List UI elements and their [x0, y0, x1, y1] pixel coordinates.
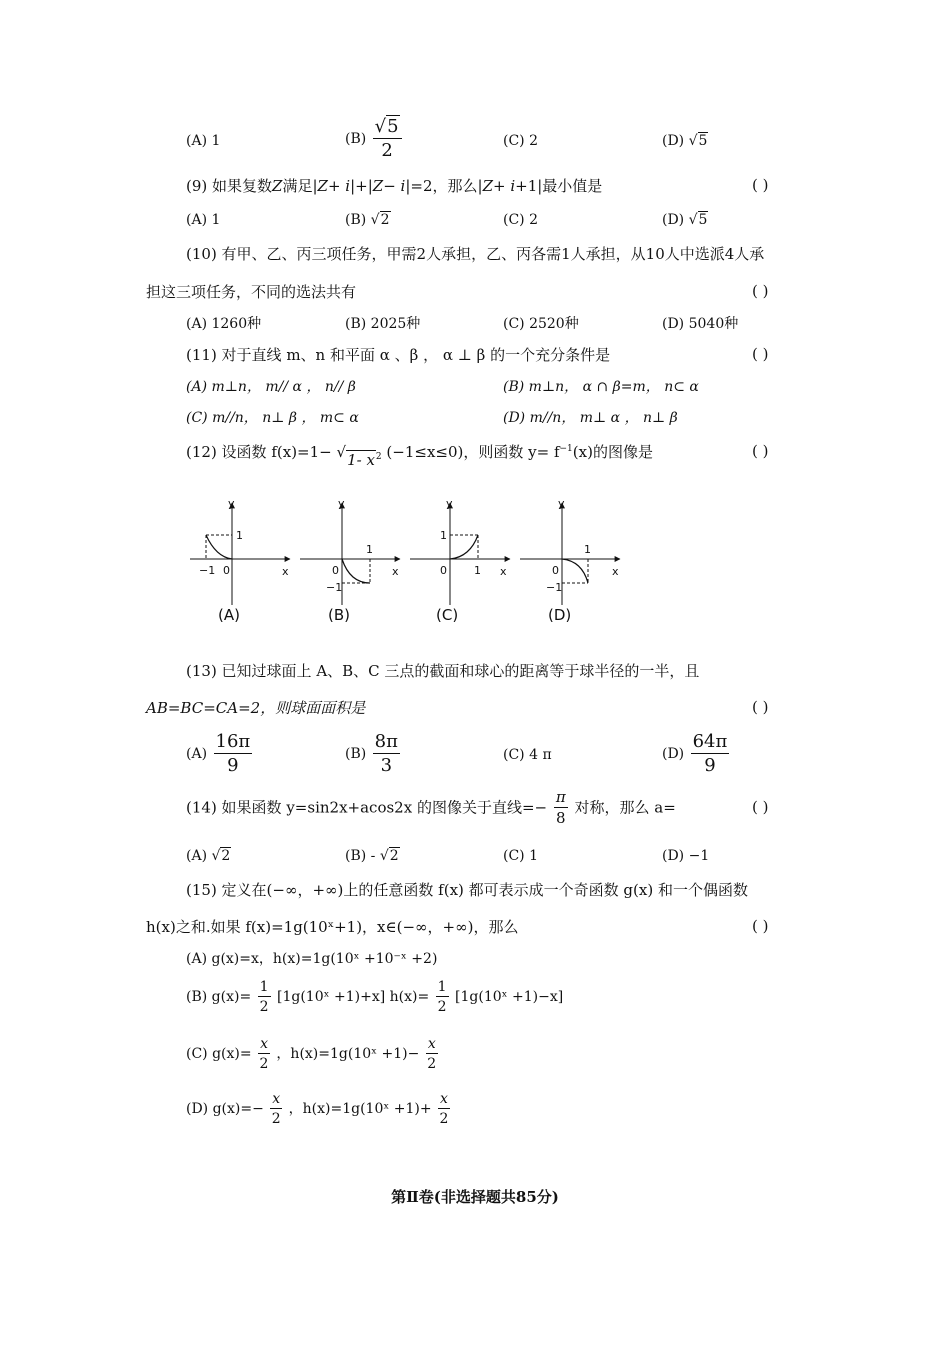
q15-option-c-prefix: (C) g(x)= [186, 1046, 252, 1062]
q12-graph-b-label: (B) [328, 606, 350, 624]
q13-option-a [186, 733, 254, 775]
q15-option-b-prefix: (B) g(x)= [186, 989, 252, 1005]
q9-option-a: (A) 1 [186, 212, 221, 228]
q15-option-b-half-1-den: 2 [259, 999, 269, 1015]
q15-option-d-frac-2-den: 2 [439, 1111, 449, 1127]
q14-stem-b: 对称，那么 a= [574, 798, 676, 817]
q12-graph-d-tick-neg1: −1 [546, 581, 563, 594]
q8-option-d-label: (D) [662, 133, 685, 149]
q12-graphs [186, 495, 626, 635]
q12-graph-b-origin: 0 [332, 564, 339, 577]
q15-option-d-frac-1-num: x [272, 1091, 281, 1107]
q9-option-b-label: (B) [345, 212, 367, 228]
q13-option-d [662, 733, 731, 775]
q12-graph-b-tick-1: 1 [366, 543, 373, 556]
q10-stem-line1: (10) 有甲、乙、丙三项任务，甲需2人承担，乙、丙各需1人承担，从10人中选派4人承 [186, 245, 765, 263]
q9-var-z: Z [272, 177, 283, 195]
q15-option-b-half-2-num: 1 [437, 979, 447, 995]
q15-option-d-frac-1-den: 2 [271, 1111, 281, 1127]
q14-stem-a: (14) 如果函数 y=sin2x+acos2x 的图像关于直线=− [186, 798, 548, 817]
q9-stem-e: +1|最小值是 [515, 177, 603, 195]
q12-graph-d-label: (D) [548, 606, 572, 624]
q12-stem-c: (x)的图像是 [572, 443, 653, 461]
q8-option-b [345, 118, 404, 160]
q14-option-c: (C) 1 [503, 848, 538, 864]
q15-stem-line1: (15) 定义在(−∞，+∞)上的任意函数 f(x) 都可表示成一个奇函数 g(x) 和一个偶函数 [186, 881, 748, 899]
q13-option-a-label: (A) [186, 746, 208, 762]
q14-option-a-val: 2 [221, 848, 231, 864]
q9-stem-d: |=2，那么| [405, 177, 483, 195]
q14-option-b-val: 2 [389, 848, 399, 864]
q11-option-b: (B) m⊥n， α ∩ β=m， n⊂ α [503, 379, 699, 395]
q11-option-c: (C) m//n， n⊥ β ， m⊂ α [186, 410, 359, 426]
q10-option-b: (B) 2025种 [345, 316, 421, 332]
q12-graph-c-tick-1-x: 1 [474, 564, 481, 577]
q9-option-b: (B) √2 [345, 212, 390, 228]
q12-graph-d [520, 497, 620, 624]
q12-graph-a-origin: 0 [223, 564, 230, 577]
q15-option-d-prefix: (D) g(x)=− [186, 1101, 264, 1117]
q11-option-a: (A) m⊥n， m// α ， n// β [186, 379, 356, 395]
q12-stem-b: (−1≤x≤0)，则函数 y= f [386, 443, 560, 461]
q14-option-a-label: (A) [186, 848, 208, 864]
q9-stem-c: |+| [350, 177, 373, 195]
q12-graph-c-label: (C) [436, 606, 459, 624]
q12-graph-d-origin: 0 [552, 564, 559, 577]
q8-option-b-num: 5 [387, 116, 399, 137]
q13-option-a-fraction [214, 733, 253, 775]
q15-option-b-end: [1g(10ˣ +1)−x] [455, 989, 564, 1005]
q8-option-b-fraction: $\frac{√5}{2}$ [373, 118, 402, 160]
q13-answer-paren: ( ) [752, 698, 769, 716]
q12-radicand: 1- x [347, 451, 375, 469]
q11-stem: (11) 对于直线 m、n 和平面 α 、β ， α ⊥ β 的一个充分条件是 [186, 346, 611, 364]
q15-option-d [186, 1092, 452, 1126]
q9-option-c: (C) 2 [503, 212, 538, 228]
q15-option-d-frac-2 [438, 1092, 450, 1126]
q12-graph-c-origin: 0 [440, 564, 447, 577]
q15-option-c-mid: ，h(x)=1g(10ˣ +1)− [276, 1046, 420, 1062]
q12-graph-a-tick-neg1: −1 [199, 564, 216, 577]
q9-stem-a: (9) 如果复数 [186, 177, 273, 195]
q12-graph-a-x-label: x [282, 565, 289, 578]
q12-graph-a-label: (A) [218, 606, 240, 624]
q9-option-d: (D) √5 [662, 212, 708, 228]
q15-stem-line2: h(x)之和.如果 f(x)=1g(10ˣ+1)，x∈(−∞，+∞)，那么 [146, 918, 519, 936]
q14-frac-den: 8 [556, 809, 566, 827]
q12-graph-a [190, 497, 290, 624]
q10-stem-line2: 担这三项任务，不同的选法共有 [146, 283, 357, 301]
q15-option-a: (A) g(x)=x，h(x)=1g(10ˣ +10⁻ˣ +2) [186, 951, 438, 967]
q13-stem-line2: AB=BC=CA=2，则球面面积是 [146, 699, 366, 717]
q12-inverse-exp: −1 [559, 444, 573, 454]
q13-option-a-den: 9 [227, 755, 239, 776]
q15-option-b-half-1-num: 1 [259, 979, 269, 995]
section-title: 第Ⅱ卷(非选择题共85分) [391, 1188, 559, 1206]
q15-option-c-frac-2 [426, 1037, 438, 1071]
q13-stem-line1: (13) 已知过球面上 A、B、C 三点的截面和球心的距离等于球半径的一半，且 [186, 662, 700, 680]
q9-option-d-label: (D) [662, 212, 685, 228]
q13-option-b-label: (B) [345, 746, 367, 762]
q12-graph-c-x-label: x [500, 565, 507, 578]
q15-option-d-frac-1 [270, 1092, 282, 1126]
q9-stem-b: 满足| [282, 177, 318, 195]
q12-graph-b [300, 497, 400, 624]
q12-graph-d-y-label: y [558, 497, 565, 510]
q8-option-d: (D) √5 [662, 133, 708, 149]
q10-option-a: (A) 1260种 [186, 316, 262, 332]
q15-option-b-half-1 [258, 980, 271, 1014]
q12-graph-a-tick-1: 1 [236, 529, 243, 542]
q9-option-b-val: 2 [380, 212, 390, 228]
q13-option-a-num: 16π [215, 731, 251, 752]
q14-option-d: (D) −1 [662, 848, 710, 864]
q12-graph-c-tick-1-y: 1 [440, 529, 447, 542]
q13-option-b-fraction [373, 733, 400, 775]
q15-option-c-frac-1-den: 2 [259, 1056, 269, 1072]
q8-option-b-label: (B) [345, 131, 367, 147]
q14-stem [186, 790, 676, 826]
q8-option-d-val: 5 [698, 133, 708, 149]
q12-graph-d-tick-1: 1 [584, 543, 591, 556]
q8-option-a: (A) 1 [186, 133, 221, 149]
q12-graph-d-x-label: x [612, 565, 619, 578]
q15-option-b-mid: [1g(10ˣ +1)+x] h(x)= [277, 989, 430, 1005]
q14-fraction [554, 790, 568, 826]
q15-option-d-frac-2-num: x [440, 1091, 448, 1107]
q9-expr2: Z− i [372, 177, 406, 195]
q15-option-d-mid: ，h(x)=1g(10ˣ +1)+ [288, 1101, 432, 1117]
q12-graph-c [410, 497, 510, 624]
q15-option-b-half-2 [436, 980, 449, 1014]
q14-answer-paren: ( ) [752, 798, 769, 816]
q15-option-b [186, 980, 563, 1014]
q15-option-c-frac-1 [258, 1037, 270, 1071]
q15-answer-paren: ( ) [752, 917, 769, 935]
q10-option-d: (D) 5040种 [662, 316, 739, 332]
q12-answer-paren: ( ) [752, 442, 769, 460]
q10-option-c: (C) 2520种 [503, 316, 579, 332]
q8-option-b-den: 2 [381, 140, 393, 161]
q14-option-b: (B) - √2 [345, 848, 399, 864]
q13-option-b-den: 3 [380, 755, 393, 776]
q12-graph-c-y-label: y [446, 497, 453, 510]
q15-option-c [186, 1037, 440, 1071]
q15-option-b-half-2-den: 2 [437, 999, 447, 1015]
q11-answer-paren: ( ) [752, 345, 769, 363]
q13-option-d-fraction [691, 733, 730, 775]
q9-expr3: Z+ i [482, 177, 516, 195]
q13-option-d-den: 9 [704, 755, 716, 776]
q12-graph-b-x-label: x [392, 565, 399, 578]
q15-option-c-frac-2-den: 2 [427, 1056, 437, 1072]
q12-graph-b-tick-neg1: −1 [326, 581, 343, 594]
q11-option-d: (D) m//n， m⊥ α ， n⊥ β [503, 410, 678, 426]
q15-option-c-frac-2-num: x [427, 1036, 436, 1052]
q13-option-b-num: 8π [374, 731, 398, 752]
q8-option-c: (C) 2 [503, 133, 538, 149]
q12-stem-a: (12) 设函数 f(x)=1− [186, 443, 332, 461]
q14-option-a: (A) √2 [186, 848, 231, 864]
q14-frac-num: π [555, 788, 566, 806]
q9-option-d-val: 5 [698, 212, 708, 228]
q9-stem [186, 176, 602, 196]
q10-answer-paren: ( ) [752, 282, 769, 300]
q12-stem: (12) 设函数 f(x)=1− √1- $x^2$ (−1≤x≤0)，则函数 $y= f^{-1}(x)$的图像是 [186, 443, 653, 469]
q15-option-c-frac-1-num: x [260, 1036, 268, 1052]
q14-option-b-label: (B) - [345, 848, 376, 864]
q13-option-c: (C) 4 π [503, 747, 552, 763]
q12-radicand-exp: 2 [375, 452, 382, 462]
q12-graph-b-y-label: y [338, 497, 345, 510]
q9-expr1: Z+ i [317, 177, 351, 195]
q13-option-d-num: 64π [692, 731, 728, 752]
q13-option-b [345, 733, 402, 775]
q9-answer-paren: ( ) [752, 176, 769, 194]
q12-graph-a-y-label: y [228, 497, 235, 510]
q13-option-d-label: (D) [662, 746, 685, 762]
